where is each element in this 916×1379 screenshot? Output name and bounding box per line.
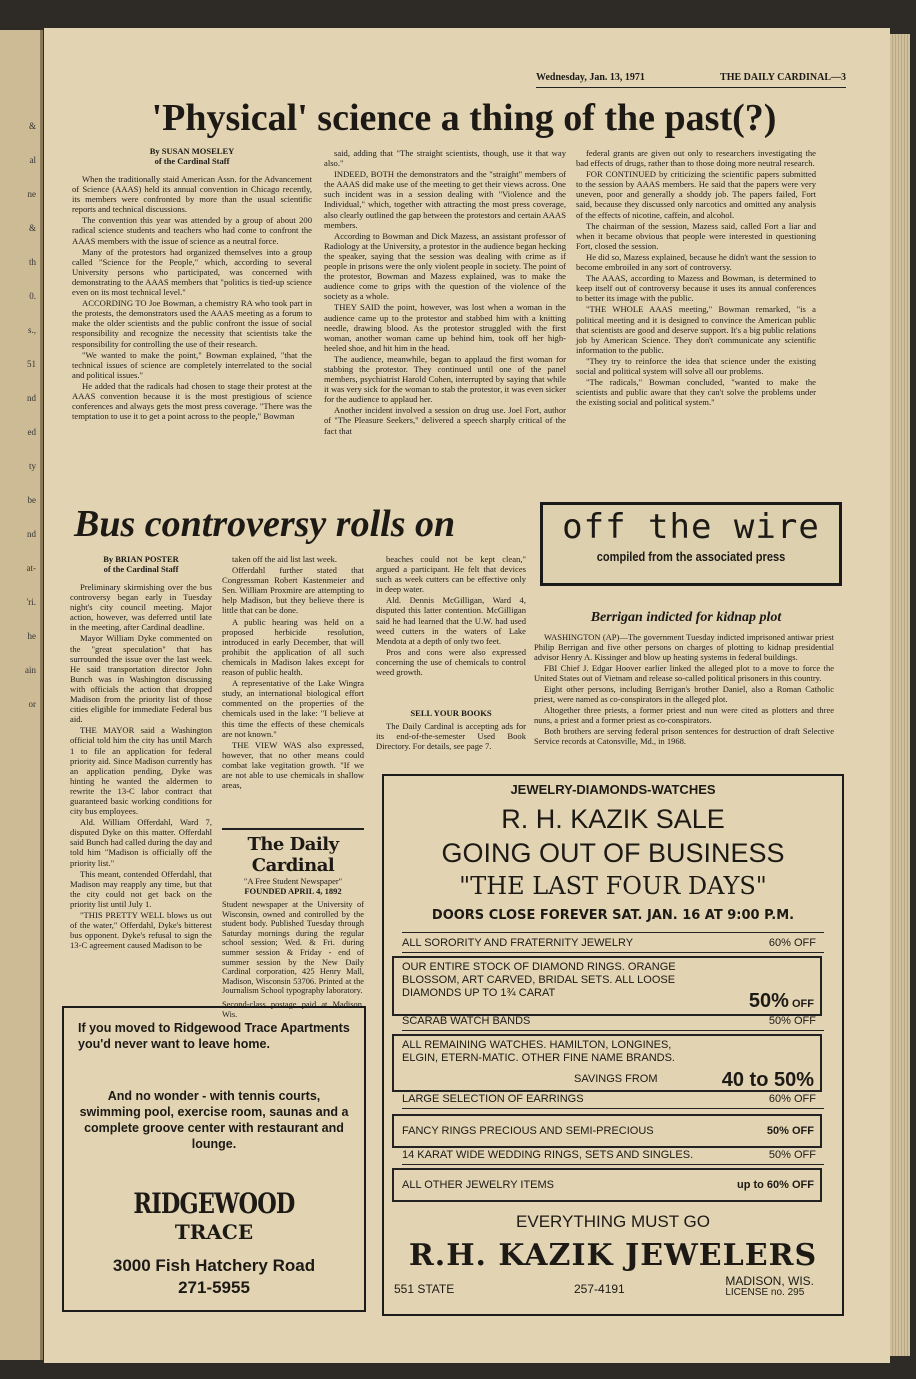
paragraph: "We wanted to make the point," Bowman explained, "that the technical issues of science are completely interrelated to the social and political issues."	[72, 349, 312, 380]
masthead-logo: The Daily Cardinal	[247, 834, 339, 876]
spine-fragment: 51	[27, 359, 36, 369]
sell-books-notice: SELL YOUR BOOKS The Daily Cardinal is accepting ads for its end-of-the-semester Used Book Directory. For details, see page 7.	[376, 708, 526, 752]
paragraph: He did so, Mazess explained, because he didn't want the session to become embroiled in any sort of controversy.	[576, 251, 816, 273]
article1-col1	[72, 146, 312, 422]
paragraph: INDEED, BOTH the demonstrators and the "straight" members of the AAAS did make use of the meeting to get their views across. One such incident was in a session dealing with "Violence and the Individual," which, together with attracting the most press coverage, also clearly outlined the gap between the protestors and certain AAAS members.	[324, 169, 566, 230]
paragraph: FBI Chief J. Edgar Hoover earlier linked the alleged plot to a move to force the United States out of Vietnam and release so-called political prisoners in this country.	[534, 663, 834, 683]
article2-col2	[222, 554, 364, 791]
paragraph: WASHINGTON (AP)—The government Tuesday indicted imprisoned antiwar priest Philip Berrigan and five other persons on charges of plotting to kidnap presidential advisor Henry A. Kissinger and blow up heating systems in federal buildings.	[534, 632, 834, 662]
paragraph: Another incident involved a session on drug use. Joel Fort, author of "The Pleasure Seekers," delivered a speech sharply critical of the fact that	[324, 405, 566, 436]
paragraph: ACCORDING TO Joe Bowman, a chemistry RA who took part in the protests, the demonstrators used the AAAS meeting as a forum to make the older scientists and the public confront the issue of social responsibility and recognize the necessity that scientists take the responsibility for controlling the use of their research.	[72, 298, 312, 349]
spine-fragment: ne	[27, 189, 36, 199]
page-header	[536, 72, 846, 88]
wire-subtitle: compiled from the associated press	[596, 549, 786, 564]
wire-headline: Berrigan indicted for kidnap plot	[590, 610, 782, 625]
spine-fragment: ty	[28, 461, 36, 471]
paragraph: The audience, meanwhile, began to applaud the first woman for stabbing the protestor. They continued until one of the panel members, psychiatrist Harold Cohen, interrupted by saying that while it was very sick for the woman to stab the protestor, it was even sicker for the audience to applaud her.	[324, 353, 566, 405]
spine-fragment: or	[28, 699, 36, 709]
paragraph: federal grants are given out only to researchers investigating the bad effects of drugs, rather than to those doing more neutral research.	[576, 148, 816, 169]
paragraph: taken off the aid list last week.	[232, 554, 338, 564]
ridgewood-ad: If you moved to Ridgewood Trace Apartments you'd never want to leave home. And no wonder - with tennis courts, swimming pool, exercise room, saunas and a complete groove center with restaurant and lounge. RIDGEWOOD TRACE 3000 Fish Hatchery Road 271-5955	[62, 1006, 366, 1312]
kazik-box-diamonds: OUR ENTIRE STOCK OF DIAMOND RINGS. ORANGE BLOSSOM, ART CARVED, BRIDAL SETS. ALL LOOSE DIAMONDS UP TO 1¾ CARAT 50% OFF	[392, 956, 822, 1016]
paragraph: Ald. William Offerdahl, Ward 7, disputed Dyke on this matter. Offerdahl said Bunch had called during the day and told him "Madison is officially off the priority list."	[70, 817, 212, 868]
paragraph: A public hearing was held on a proposed herbicide resolution, introduced in early December, that will prohibit the application of all such chemicals in Madison lakes except for reason of public health.	[222, 616, 364, 678]
paragraph: When the traditionally staid American Assn. for the Advancement of Science (AAAS) held its annual convention in Chicago recently, its members were confronted by more than the usual scientific reports and technical discussions.	[72, 174, 312, 215]
spine-fragment: ain	[25, 665, 36, 675]
ridgewood-logo: RIDGEWOOD	[133, 1187, 295, 1220]
paragraph: said, adding that "The straight scientists, though, use it that way also."	[324, 148, 566, 169]
spine-fragment: &	[28, 223, 36, 233]
article2-col1	[70, 554, 212, 951]
kazik-ad: JEWELRY-DIAMONDS-WATCHES R. H. KAZIK SALE GOING OUT OF BUSINESS "THE LAST FOUR DAYS" DOORS CLOSE FOREVER SAT. JAN. 16 AT 9:00 P.M. ALL SORORITY AND FRATERNITY JEWELRY 60% OFF OUR ENTIRE STOCK OF DIAMOND RINGS. ORANGE BLOSSOM, ART CARVED, BRIDAL SETS. ALL LOOSE DIAMONDS UP TO 1¾ CARAT 50% OFF SCARAB WATCH BANDS 50% OFF ALL REMAINING WATCHES. HAMILTON, LONGINES, ELGIN, ETERN-MATIC. OTHER FINE NAME BRANDS. SAVINGS FROM 40 to 50% LARGE SELECTION OF EARRINGS 60% OFF FANCY RINGS PRECIOUS AND SEMI-PRECIOUS 50% OFF 14 KARAT WIDE WEDDING RINGS, SETS AND SINGLES. 50% OFF ALL OTHER JEWELRY ITEMS up to 60% OFF EVERYTHING MUST GO R.H. KAZIK JEWELERS 551 STATE 257-4191 MADISON, WIS. LICENSE no. 295	[382, 774, 844, 1316]
kazik-item-1: ALL SORORITY AND FRATERNITY JEWELRY 60% OFF	[402, 934, 824, 953]
paragraph: "The radicals," Bowman concluded, "wanted to make the scientists and public aware that they can't solve the problems under the existing social and political system."	[576, 377, 816, 408]
paragraph: Preliminary skirmishing over the bus controversy began early in Tuesday night's city council meeting. Major action, however, was deferred until late in the meeting, after Cardinal deadline.	[70, 582, 212, 633]
article2-headline: Bus controversy rolls on	[74, 503, 456, 545]
paragraph: This meant, contended Offerdahl, that Madison may reapply any time, but that the city could not get back on the priority list until July 1.	[70, 868, 212, 909]
spine-fragment: he	[27, 631, 36, 641]
paragraph: "They try to reinforce the idea that science under the existing social and political system will solve all our problems.	[576, 355, 816, 376]
article2-byline: By BRIAN POSTER of the Cardinal Staff	[103, 554, 179, 574]
spine-fragment: be	[27, 495, 36, 505]
off-the-wire-box	[540, 502, 842, 586]
spine-fragment: 0.	[29, 291, 36, 301]
paragraph: Ald. Dennis McGilligan, Ward 4, disputed this latter contention. McGilligan said he had learned that the U.W. had used weed cutters in the waters of Lake Mendota at a depth of only two feet.	[376, 595, 526, 646]
article1-byline: By SUSAN MOSELEY of the Cardinal Staff	[149, 146, 235, 166]
paragraph: THEY SAID the point, however, was lost when a woman in the audience came up to the protestor and stabbed him with a knitting needle, drawing blood. As the protestor struggled with the first woman, another woman came up behind him, took off her high-heeled shoe, and hit him in the head.	[324, 302, 566, 353]
spine-fragment: at-	[26, 563, 36, 573]
paragraph: FOR CONTINUED by criticizing the scientific papers submitted to the session by AAAS members. He said that the papers were very uneven, poor and generally a shoddy job. The papers failed, Fort said, because they discussed only narcotics and omitted any analysis of the effects of nicotine, caffein, and alcohol.	[576, 169, 816, 220]
wire-title: off the wire	[562, 507, 820, 547]
spine-fragment: th	[28, 257, 36, 267]
newspaper-page	[44, 28, 890, 1363]
kazik-item-4: 14 KARAT WIDE WEDDING RINGS, SETS AND SINGLES. 50% OFF	[402, 1146, 824, 1165]
spine-fragment: ed	[27, 427, 36, 437]
paragraph: The AAAS, according to Mazess and Bowman, is determined to keep itself out of controversy because it uses its annual conferences to better its image with the public.	[576, 273, 816, 304]
article1-col3	[576, 148, 816, 408]
kazik-box-other: ALL OTHER JEWELRY ITEMS up to 60% OFF	[392, 1168, 822, 1202]
spine-fragment: nd	[27, 529, 36, 539]
paragraph: Altogether three priests, a former priest and nun were cited as plotters and three nuns, a priest and a former priest as co-conspirators.	[534, 705, 834, 725]
ridgewood-logo-sub: TRACE	[174, 1220, 254, 1244]
header-page: THE DAILY CARDINAL—3	[720, 72, 846, 83]
paragraph: THE MAYOR said a Washington official told him the city has until March 1 to file an application for federal priority aid. Since Madison currently has an application pending, Dyke was hinting he wanted the aldermen to rewrite the 13-C labor contract that guaranteed basic working conditions for city bus employees.	[70, 725, 212, 817]
spine-fragment: s.,	[27, 325, 36, 335]
paragraph: A representative of the Lake Wingra study, an international biological effort commented on the properties of the chemicals used in the lake: "I believe at this time the effects of these chemicals are not known."	[222, 678, 364, 739]
spine-fragment: al	[29, 155, 36, 165]
paragraph: Both brothers are serving federal prison sentences for destruction of draft Selective Service records at Catonsville, Md., in 1968.	[534, 726, 834, 746]
paragraph: Mayor William Dyke commented on the "great speculation" that has surrounded the issue over the last week. He said transportation director John Bunch was in Washington discussing with officials the action that dropped Madison from the priority list of those cities eligible for immediate Federal bus aid.	[70, 633, 212, 725]
paragraph: The convention this year was attended by a group of about 200 radical science students and teachers who had come to confront the AAAS members with the issue of science as a neutral force.	[72, 215, 312, 246]
paragraph: The chairman of the session, Mazess said, called Fort a liar and when it became obvious that people were interested in questioning Fort, closed the session.	[576, 220, 816, 251]
kazik-box-fancy: FANCY RINGS PRECIOUS AND SEMI-PRECIOUS 50% OFF	[392, 1114, 822, 1148]
kazik-box-watches: ALL REMAINING WATCHES. HAMILTON, LONGINES, ELGIN, ETERN-MATIC. OTHER FINE NAME BRANDS. SAVINGS FROM 40 to 50%	[392, 1034, 822, 1092]
paragraph: "THE WHOLE AAAS meeting," Bowman remarked, "is a political meeting and it is designed to convince the American public that scientists are good and deserve support. It's a big public relations job by American Science. They don't communicate any scientific information to the public.	[576, 304, 816, 355]
kazik-item-2: SCARAB WATCH BANDS 50% OFF	[402, 1012, 824, 1031]
article1-col1-body	[72, 174, 312, 421]
page-edge	[890, 34, 910, 1356]
paragraph: Eight other persons, including Berrigan's brother Daniel, also a Roman Catholic priest, were named as co-conspirators in the alleged plot.	[534, 684, 834, 704]
paragraph: Offerdahl further stated that Congressman Robert Kastenmeier and Sen. William Proxmire are attempting to help Madison, but they believe there is little that can be done.	[222, 565, 364, 616]
paragraph: He added that the radicals had chosen to stage their protest at the AAAS convention because it is the most prestigious of science conferences and always gets the most press coverage. "There was the temptation to use it to get a point across to the people," Bowman	[72, 380, 312, 422]
article1-headline: 'Physical' science a thing of the past(?)	[151, 97, 777, 139]
paragraph: Many of the protestors had organized themselves into a group called "Science for the People," which, according to several University persons who participated, was concerned with demonstrating to the AAAS members that "politics is tied-up science even on its most technical level."	[72, 246, 312, 298]
spine-fragment: 'ri.	[26, 597, 36, 607]
wire-body	[534, 632, 834, 747]
paragraph: beaches could not be kept clean," argued a participant. He felt that devices such as week cutters can be effective only in deep water.	[376, 554, 526, 595]
masthead: The Daily Cardinal "A Free Student Newspaper" FOUNDED APRIL 4, 1892 Student newspaper at the University of Wisconsin, owned and controlled by the student body. Published Tuesday through Saturday mornings during the regular school session; Wed. & Fri. during summer session & Friday - end of summer session by the New Daily Cardinal corporation, 425 Henry Mall, Madison, Wisconsin 53706. Printed at the Journalism School typography laboratory. Second-class postage paid at Madison, Wis.	[222, 828, 364, 1019]
spine-fragment: nd	[27, 393, 36, 403]
paragraph: THE VIEW WAS also expressed, however, that no other means could combat lake vegitation growth. "If we are not able to use chemicals in shallow areas,	[222, 739, 364, 791]
header-date: Wednesday, Jan. 13, 1971	[536, 72, 645, 83]
article2-col3	[376, 554, 526, 678]
adjacent-page-spine	[0, 30, 43, 1360]
spine-fragment: &	[28, 121, 36, 131]
paragraph: According to Bowman and Dick Mazess, an assistant professor of Radiology at the University, a protestor in the audience began hecking the speaker, saying that the session was dealing with crime as if people in prisons were the only violent people in society. The point of the protestor, Bowman and Mazess explained, was to make the audience come to grips with the question of the violence of the society as a whole.	[324, 230, 566, 302]
kazik-item-3: LARGE SELECTION OF EARRINGS 60% OFF	[402, 1090, 824, 1109]
article1-col2	[324, 148, 566, 437]
paragraph: "THIS PRETTY WELL blows us out of the water," Offerdahl, Dyke's bitterest bus opponent. Dyke's refusal to sign the 13-C agreement caused Madison to be	[70, 910, 212, 951]
paragraph: Pros and cons were also expressed concerning the use of chemicals to control weed growth.	[376, 646, 526, 678]
